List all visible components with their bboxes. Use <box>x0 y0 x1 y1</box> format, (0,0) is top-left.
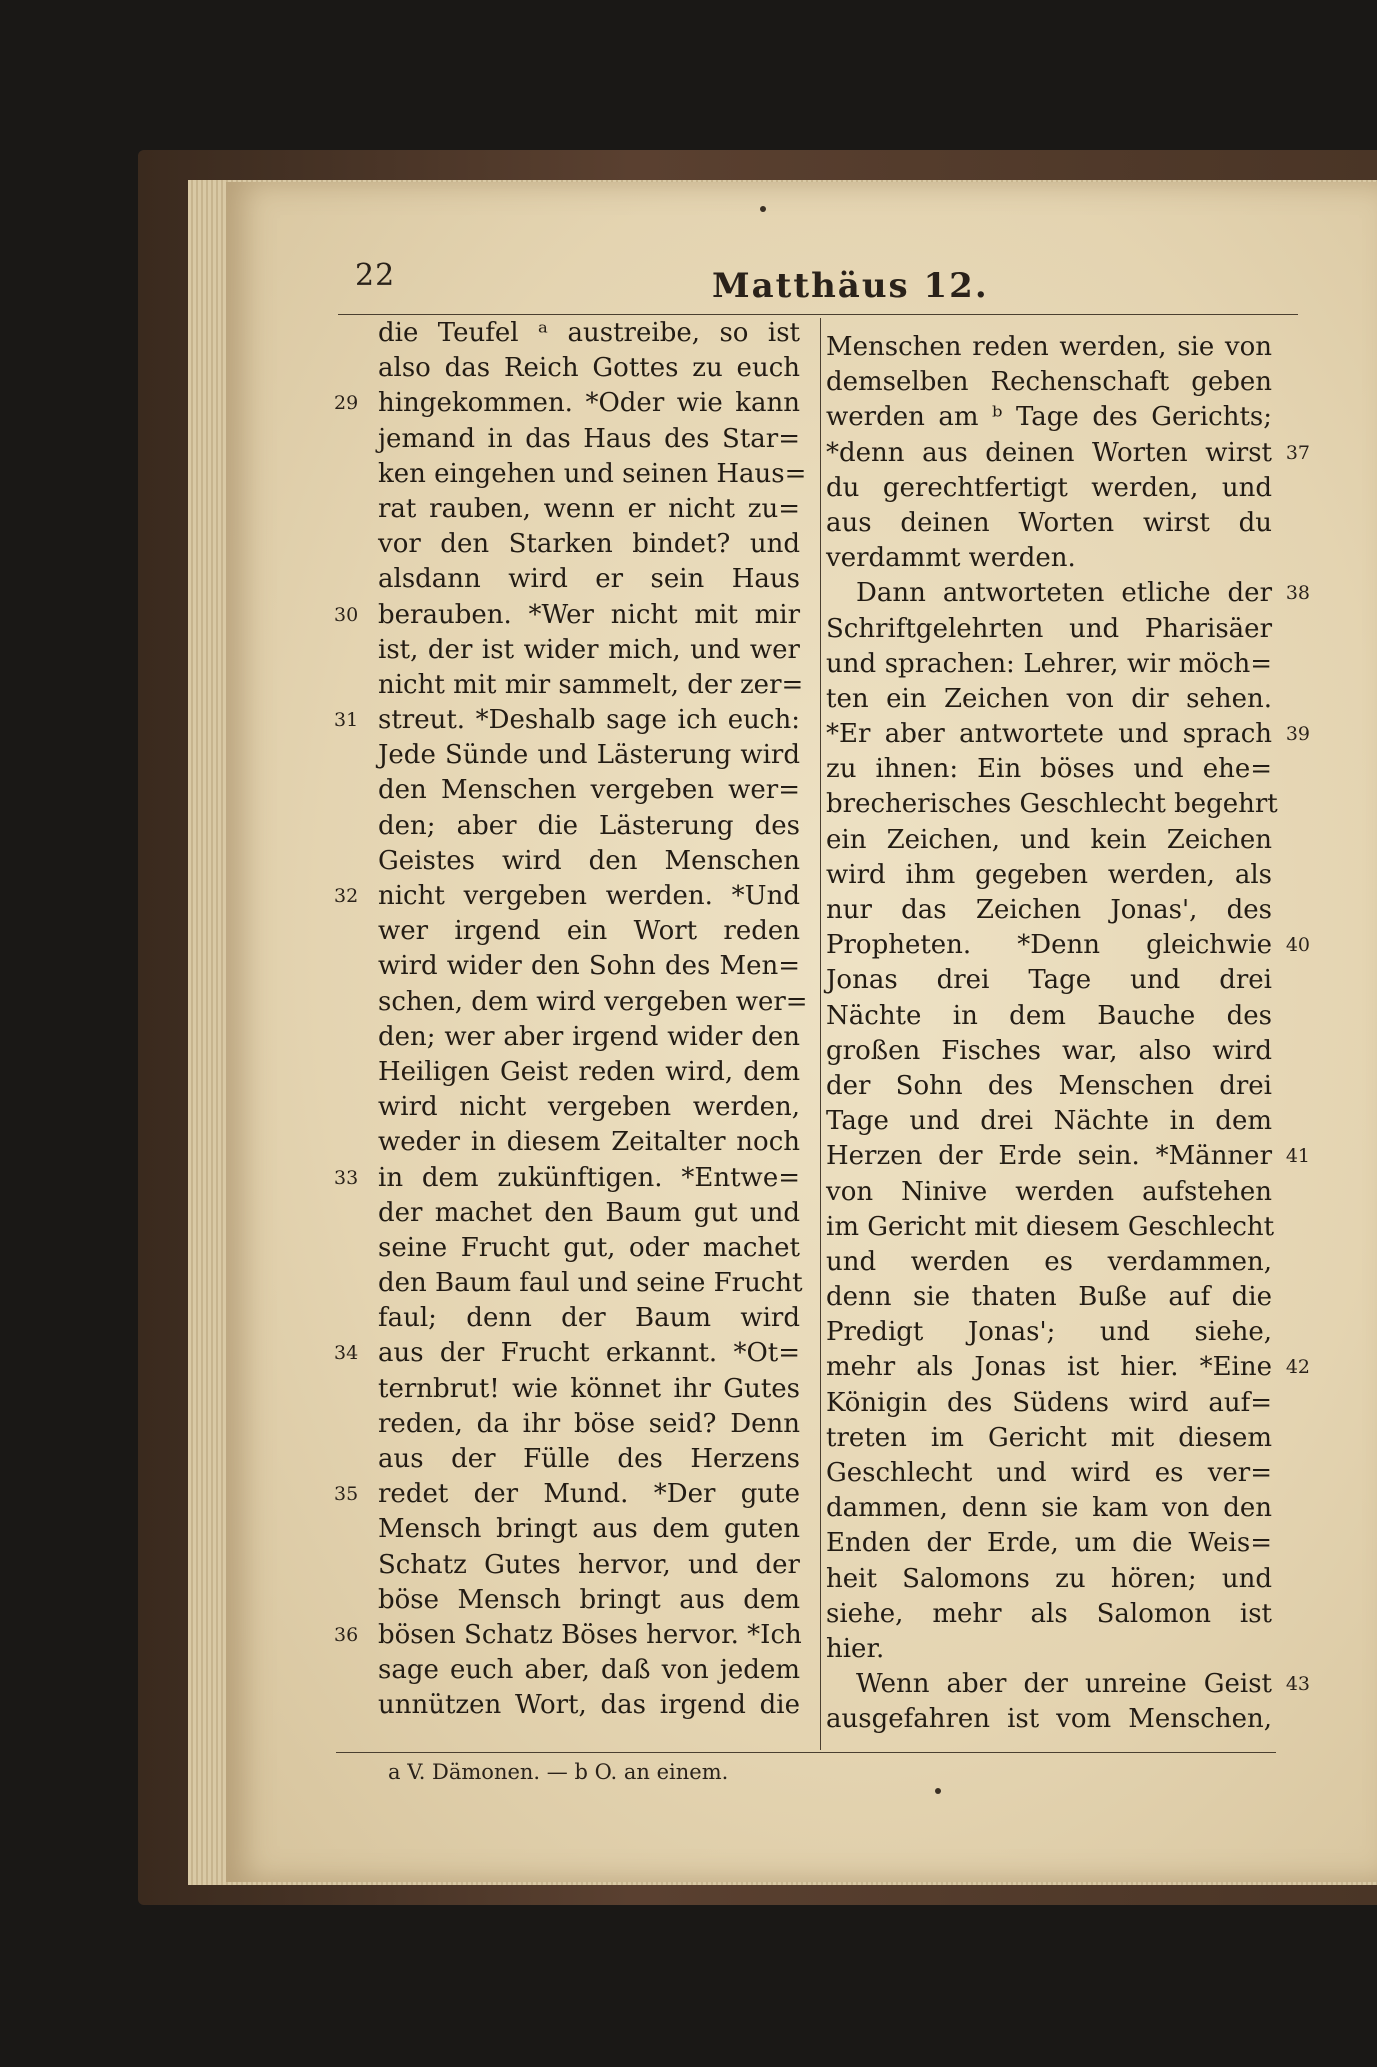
line-text: Schatz Gutes hervor, und der <box>378 1549 800 1580</box>
line-text: der machet den Baum gut und <box>378 1197 800 1228</box>
line-text: in dem zukünftigen. *Entwe= <box>378 1162 800 1193</box>
line-text: nicht mit mir sammelt, der zer= <box>378 669 804 700</box>
text-line <box>334 1336 800 1371</box>
text-line <box>826 1386 1272 1421</box>
line-text: Jonas drei Tage und drei <box>826 965 1272 996</box>
text-line <box>378 562 800 597</box>
text-line <box>826 928 1310 963</box>
verse-number: 32 <box>334 885 359 907</box>
verse-number: 29 <box>334 392 359 415</box>
text-line <box>378 844 800 879</box>
text-line <box>378 492 800 527</box>
text-line <box>826 330 1272 365</box>
line-text: Tage und drei Nächte in dem <box>826 1106 1272 1137</box>
text-line <box>826 1175 1272 1210</box>
text-line <box>826 576 1310 611</box>
text-line <box>334 1161 800 1196</box>
line-text: reden, da ihr böse seid? Denn <box>378 1408 800 1439</box>
text-line <box>826 1350 1310 1385</box>
text-line <box>826 471 1272 506</box>
line-text: du gerechtfertigt werden, und <box>826 472 1272 503</box>
text-line <box>826 1421 1272 1456</box>
line-text: ken eingehen und seinen Haus= <box>378 458 807 489</box>
verse-number: 38 <box>1285 582 1310 605</box>
line-text: Predigt Jonas'; und siehe, <box>826 1317 1272 1348</box>
verse-number: 43 <box>1285 1673 1310 1696</box>
text-line <box>826 612 1272 647</box>
text-line <box>334 1477 800 1512</box>
line-text: böse Mensch bringt aus dem <box>378 1584 800 1615</box>
line-text: wer irgend ein Wort reden <box>378 916 800 947</box>
line-text: berauben. *Wer nicht mit mir <box>378 599 800 630</box>
text-line <box>826 682 1272 717</box>
text-line <box>378 1055 800 1090</box>
line-text: im Gericht mit diesem Geschlecht <box>826 1211 1275 1242</box>
line-text: und sprachen: Lehrer, wir möch= <box>826 648 1272 679</box>
line-text: hier. <box>826 1633 885 1664</box>
text-line <box>378 1442 800 1477</box>
text-line <box>378 316 800 351</box>
verse-number: 39 <box>1285 723 1310 746</box>
line-text: aus der Frucht erkannt. *Ot= <box>378 1338 800 1369</box>
line-text: nur das Zeichen Jonas', des <box>826 895 1272 925</box>
line-text: hingekommen. *Oder wie kann <box>378 388 800 419</box>
text-line <box>378 809 800 844</box>
text-line <box>378 422 800 457</box>
text-line <box>378 1125 800 1160</box>
text-line <box>826 858 1272 893</box>
text-line <box>826 1280 1272 1315</box>
line-text: den Menschen vergeben wer= <box>378 775 800 806</box>
line-text: Menschen reden werden, sie von <box>826 332 1272 362</box>
line-text: den Baum faul und seine Frucht <box>378 1268 803 1299</box>
text-line <box>378 1512 800 1547</box>
page-number: 22 <box>355 258 396 293</box>
text-line <box>334 879 800 914</box>
text-line <box>826 1526 1272 1561</box>
text-line <box>826 1597 1272 1632</box>
line-text: den; wer aber irgend wider den <box>378 1021 800 1052</box>
line-text: alsdann wird er sein Haus <box>378 564 800 595</box>
verse-number: 41 <box>1285 1145 1310 1168</box>
text-line <box>826 1562 1272 1597</box>
text-line <box>378 351 800 386</box>
text-line <box>378 1090 800 1125</box>
line-text: vor den Starken bindet? und <box>378 529 800 560</box>
line-text: denn sie thaten Buße auf die <box>826 1282 1272 1313</box>
text-line <box>826 1069 1272 1104</box>
line-text: dammen, denn sie kam von den <box>826 1493 1272 1524</box>
text-line <box>378 1231 800 1266</box>
line-text: *denn aus deinen Worten wirst <box>826 437 1272 468</box>
line-text: redet der Mund. *Der gute <box>378 1479 800 1510</box>
line-text: heit Salomons zu hören; und <box>826 1563 1272 1594</box>
line-text: unnützen Wort, das irgend die <box>378 1690 800 1721</box>
line-text: Herzen der Erde sein. *Männer <box>826 1141 1272 1172</box>
right-text-column <box>826 330 1310 1738</box>
line-text: ternbrut! wie könnet ihr Gutes <box>378 1373 800 1404</box>
text-line <box>378 1688 800 1723</box>
text-line <box>826 1139 1310 1174</box>
text-line <box>826 1104 1272 1139</box>
line-text: zu ihnen: Ein böses und ehe= <box>826 754 1272 785</box>
line-text: werden am ᵇ Tage des Gerichts; <box>826 402 1272 433</box>
text-line <box>826 1632 1272 1667</box>
footnote-rule <box>336 1752 1276 1753</box>
line-text: der Sohn des Menschen drei <box>826 1070 1272 1101</box>
line-text: Jede Sünde und Lästerung wird <box>378 740 800 771</box>
verse-number: 30 <box>334 603 359 626</box>
text-line <box>826 1491 1272 1526</box>
line-text: schen, dem wird vergeben wer= <box>378 986 808 1017</box>
text-line <box>826 1315 1272 1350</box>
verse-number: 40 <box>1285 934 1310 957</box>
verse-number: 31 <box>334 709 359 732</box>
text-line <box>826 1667 1310 1702</box>
line-text: treten im Gericht mit diesem <box>826 1422 1272 1453</box>
text-line <box>826 1245 1272 1280</box>
line-text: Mensch bringt aus dem guten <box>378 1514 800 1545</box>
text-line <box>378 738 800 773</box>
text-line <box>826 365 1272 400</box>
text-line <box>826 541 1272 576</box>
line-text: demselben Rechenschaft geben <box>826 367 1272 398</box>
line-text: faul; denn der Baum wird <box>378 1303 800 1334</box>
text-line <box>378 457 807 492</box>
text-line <box>378 1196 800 1231</box>
ink-speck <box>935 1788 941 1794</box>
text-line <box>826 1456 1272 1491</box>
text-line <box>826 963 1272 998</box>
line-text: *Er aber antwortete und sprach <box>826 719 1272 750</box>
verse-number: 33 <box>334 1166 359 1189</box>
text-line <box>826 893 1272 928</box>
text-line <box>826 400 1272 435</box>
column-divider <box>820 318 821 1750</box>
line-text: von Ninive werden aufstehen <box>826 1176 1272 1207</box>
line-text: Heiligen Geist reden wird, dem <box>378 1056 800 1087</box>
line-text: Dann antworteten etliche der <box>856 578 1272 609</box>
verse-number: 37 <box>1285 441 1310 464</box>
line-text: also das Reich Gottes zu euch <box>378 353 800 384</box>
text-line <box>826 717 1310 752</box>
left-text-column <box>334 316 808 1724</box>
line-text: Enden der Erde, um die Weis= <box>826 1528 1272 1559</box>
text-line <box>826 436 1310 471</box>
running-head: Matthäus 12. <box>712 266 989 306</box>
text-line <box>378 1266 803 1301</box>
text-line <box>826 752 1272 787</box>
line-text: Nächte in dem Bauche des <box>826 1000 1272 1031</box>
text-line <box>826 506 1272 541</box>
text-line <box>826 1702 1272 1737</box>
text-line <box>378 1653 800 1688</box>
text-line <box>378 1372 800 1407</box>
line-text: verdammt werden. <box>826 543 1076 574</box>
text-line <box>334 703 800 738</box>
text-line <box>378 1020 800 1055</box>
line-text: Schriftgelehrten und Pharisäer <box>826 613 1272 644</box>
line-text: aus der Fülle des Herzens <box>378 1444 800 1474</box>
line-text: wird wider den Sohn des Men= <box>378 951 800 982</box>
line-text: ist, der ist wider mich, und wer <box>378 634 800 665</box>
verse-number: 34 <box>334 1342 359 1365</box>
text-line <box>826 787 1278 822</box>
line-text: aus deinen Worten wirst du <box>826 507 1272 538</box>
line-text: ten ein Zeichen von dir sehen. <box>826 683 1272 714</box>
line-text: wird nicht vergeben werden, <box>378 1092 800 1123</box>
line-text: wird ihm gegeben werden, als <box>826 859 1272 890</box>
text-line <box>378 1301 800 1336</box>
text-line <box>378 527 800 562</box>
text-line <box>378 668 804 703</box>
line-text: brecherisches Geschlecht begehrt <box>826 789 1278 820</box>
text-line <box>378 1583 800 1618</box>
verse-number: 36 <box>334 1623 359 1646</box>
text-line <box>826 823 1272 858</box>
line-text: nicht vergeben werden. *Und <box>378 881 800 911</box>
line-text: siehe, mehr als Salomon ist <box>826 1598 1272 1629</box>
ink-speck <box>760 206 766 212</box>
line-text: ein Zeichen, und kein Zeichen <box>826 824 1272 855</box>
text-line <box>826 647 1272 682</box>
line-text: Propheten. *Denn gleichwie <box>826 930 1272 961</box>
text-line <box>378 949 800 984</box>
text-line <box>826 999 1272 1034</box>
line-text: ausgefahren ist vom Menschen, <box>826 1704 1272 1735</box>
line-text: großen Fisches war, also wird <box>826 1035 1272 1066</box>
text-line <box>334 598 800 633</box>
line-text: den; aber die Lästerung des <box>378 810 800 841</box>
line-text: seine Frucht gut, oder machet <box>378 1232 800 1263</box>
footnote: a V. Dämonen. — b O. an einem. <box>388 1760 729 1784</box>
header-rule <box>338 314 1298 315</box>
text-line <box>378 914 800 949</box>
text-line <box>826 1034 1272 1069</box>
text-line <box>378 633 800 668</box>
line-text: Wenn aber der unreine Geist <box>856 1669 1272 1700</box>
line-text: Königin des Südens wird auf= <box>826 1387 1272 1418</box>
line-text: mehr als Jonas ist hier. *Eine <box>826 1352 1272 1383</box>
line-text: sage euch aber, daß von jedem <box>378 1655 800 1686</box>
line-text: weder in diesem Zeitalter noch <box>378 1127 800 1158</box>
text-line <box>378 985 808 1020</box>
line-text: die Teufel ᵃ austreibe, so ist <box>378 318 800 348</box>
text-line <box>378 1548 800 1583</box>
text-line <box>378 773 800 808</box>
line-text: bösen Schatz Böses hervor. *Ich <box>378 1619 802 1650</box>
text-line <box>378 1407 800 1442</box>
line-text: Geschlecht und wird es ver= <box>826 1458 1272 1488</box>
line-text: jemand in das Haus des Star= <box>378 423 800 454</box>
line-text: und werden es verdammen, <box>826 1246 1272 1277</box>
verse-number: 35 <box>334 1483 359 1506</box>
line-text: Geistes wird den Menschen <box>378 845 800 876</box>
line-text: rat rauben, wenn er nicht zu= <box>378 493 800 524</box>
verse-number: 42 <box>1285 1356 1310 1379</box>
text-line <box>334 1618 802 1653</box>
text-line <box>826 1210 1275 1245</box>
text-line <box>334 386 800 421</box>
line-text: streut. *Deshalb sage ich euch: <box>378 705 800 736</box>
